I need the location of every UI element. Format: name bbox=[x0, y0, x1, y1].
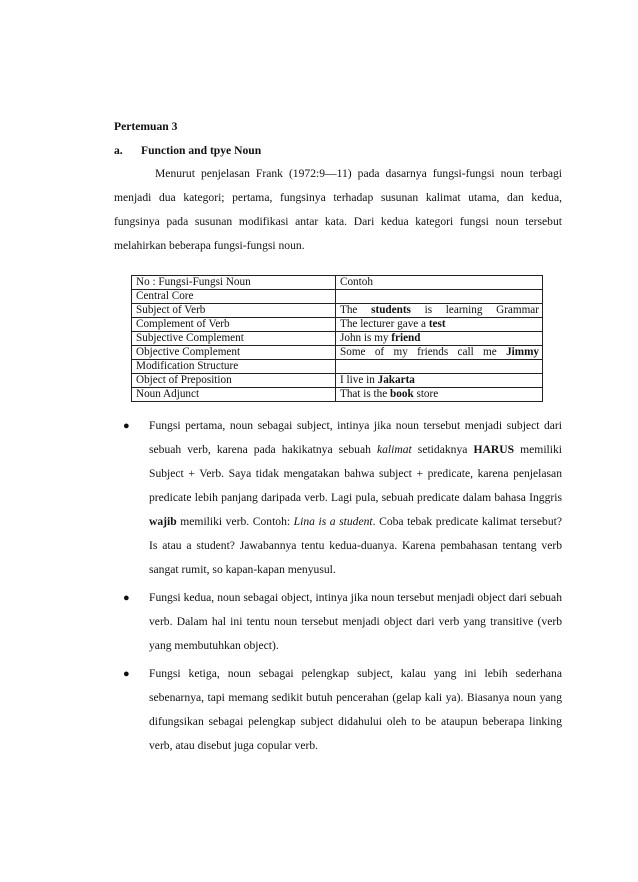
bullet-text: setidaknya bbox=[411, 443, 474, 456]
function-cell: Subjective Complement bbox=[132, 332, 336, 346]
list-item bbox=[114, 586, 562, 658]
list-item bbox=[114, 662, 562, 758]
example-text: That is the bbox=[340, 388, 391, 400]
function-cell: Object of Preposition bbox=[132, 374, 336, 388]
example-text: Some of my friends call me bbox=[340, 346, 507, 358]
bold-term: wajib bbox=[149, 515, 177, 528]
example-text: is learning Grammar bbox=[410, 304, 539, 316]
example-cell bbox=[336, 388, 543, 402]
group-modification-structure: Modification Structure bbox=[132, 360, 336, 374]
table-row bbox=[132, 374, 543, 388]
table-group-row bbox=[132, 290, 543, 304]
example-cell bbox=[336, 332, 543, 346]
table-header-row bbox=[132, 276, 543, 290]
table-row bbox=[132, 332, 543, 346]
example-key-noun: test bbox=[428, 318, 446, 330]
group-central-core: Central Core bbox=[132, 290, 336, 304]
bullet-icon: ● bbox=[123, 420, 130, 432]
section-heading bbox=[114, 143, 562, 159]
header-functions: No : Fungsi-Fungsi Noun bbox=[132, 276, 336, 290]
bullet-text: memiliki verb. Contoh: bbox=[176, 515, 294, 528]
example-key-noun: friend bbox=[391, 332, 421, 344]
example-cell bbox=[336, 346, 543, 360]
bullet-text: memiliki Subject + Verb. Saya tidak mengatakan bahwa subject + predicate, karena penjelasan predicate lebih panjang daripada verb. Lagi pula, sebuah predicate dalam bahasa Inggris bbox=[149, 443, 562, 504]
section-title: Function and tpye Noun bbox=[141, 144, 262, 157]
example-text: The lecturer gave a bbox=[340, 318, 429, 330]
intro-paragraph: Menurut penjelasan Frank (1972:9—11) pada dasarnya fungsi-fungsi noun terbagi menjadi dua kategori; pertama, fungsinya terhadap susunan kalimat utama, dan kedua, fungsinya pada susunan modifikasi antar kata. Dari kedua kategori fungsi noun tersebut melahirkan beberapa fungsi-fungsi noun. bbox=[114, 167, 562, 252]
italic-example: Lina is a student bbox=[293, 515, 373, 528]
bullet-text: Fungsi pertama, noun sebagai subject, intinya jika noun tersebut menjadi subject dari sebuah verb, karena pada hakikatnya sebuah bbox=[149, 419, 562, 456]
table-row bbox=[132, 318, 543, 332]
example-key-noun: Jakarta bbox=[377, 374, 415, 386]
bold-term: HARUS bbox=[473, 443, 515, 456]
example-key-noun: students bbox=[371, 304, 411, 316]
table-row bbox=[132, 304, 543, 318]
example-text: John is my bbox=[340, 332, 392, 344]
bullet-text: . Coba tebak predicate kalimat tersebut? Is atau a student? Jawabannya tentu kedua-duanya. Karena pembahasan tentang verb sangat rumit, so kapan-kapan menyusul. bbox=[149, 515, 563, 576]
bullet-icon: ● bbox=[123, 592, 130, 604]
example-cell bbox=[336, 318, 543, 332]
example-text: I live in bbox=[340, 374, 378, 386]
example-key-noun: Jimmy bbox=[506, 346, 539, 358]
meeting-title: Pertemuan 3 bbox=[114, 120, 178, 133]
function-cell: Objective Complement bbox=[132, 346, 336, 360]
list-item bbox=[114, 414, 562, 582]
document-page bbox=[114, 119, 562, 762]
function-cell: Complement of Verb bbox=[132, 318, 336, 332]
table-group-row bbox=[132, 360, 543, 374]
italic-term: kalimat bbox=[376, 443, 412, 456]
table-row bbox=[132, 388, 543, 402]
header-example: Contoh bbox=[336, 276, 543, 290]
example-cell bbox=[336, 304, 543, 318]
bullet-icon: ● bbox=[123, 668, 130, 680]
bullet-text: Fungsi ketiga, noun sebagai pelengkap subject, kalau yang ini lebih sederhana sebenarnya, tapi memang sedikit butuh pencerahan (gelap kali ya). Biasanya noun yang difungsikan sebagai pelengkap subject didahului oleh to be ataupun beberapa linking verb, atau disebut juga copular verb. bbox=[149, 667, 562, 752]
example-text: The bbox=[340, 304, 372, 316]
function-cell: Noun Adjunct bbox=[132, 388, 336, 402]
empty-cell bbox=[336, 290, 543, 304]
function-explanations bbox=[114, 414, 562, 758]
function-cell: Subject of Verb bbox=[132, 304, 336, 318]
bullet-text: Fungsi kedua, noun sebagai object, intinya jika noun tersebut menjadi object dari sebuah verb. Dalam hal ini tentu noun tersebut menjadi object dari verb yang transitive (verb yang membutuhkan object). bbox=[149, 591, 562, 652]
table-row bbox=[132, 346, 543, 360]
section-marker: a. bbox=[114, 144, 123, 157]
example-text: store bbox=[413, 388, 439, 400]
empty-cell bbox=[336, 360, 543, 374]
example-key-noun: book bbox=[390, 388, 414, 400]
noun-function-table bbox=[131, 275, 543, 402]
example-cell bbox=[336, 374, 543, 388]
